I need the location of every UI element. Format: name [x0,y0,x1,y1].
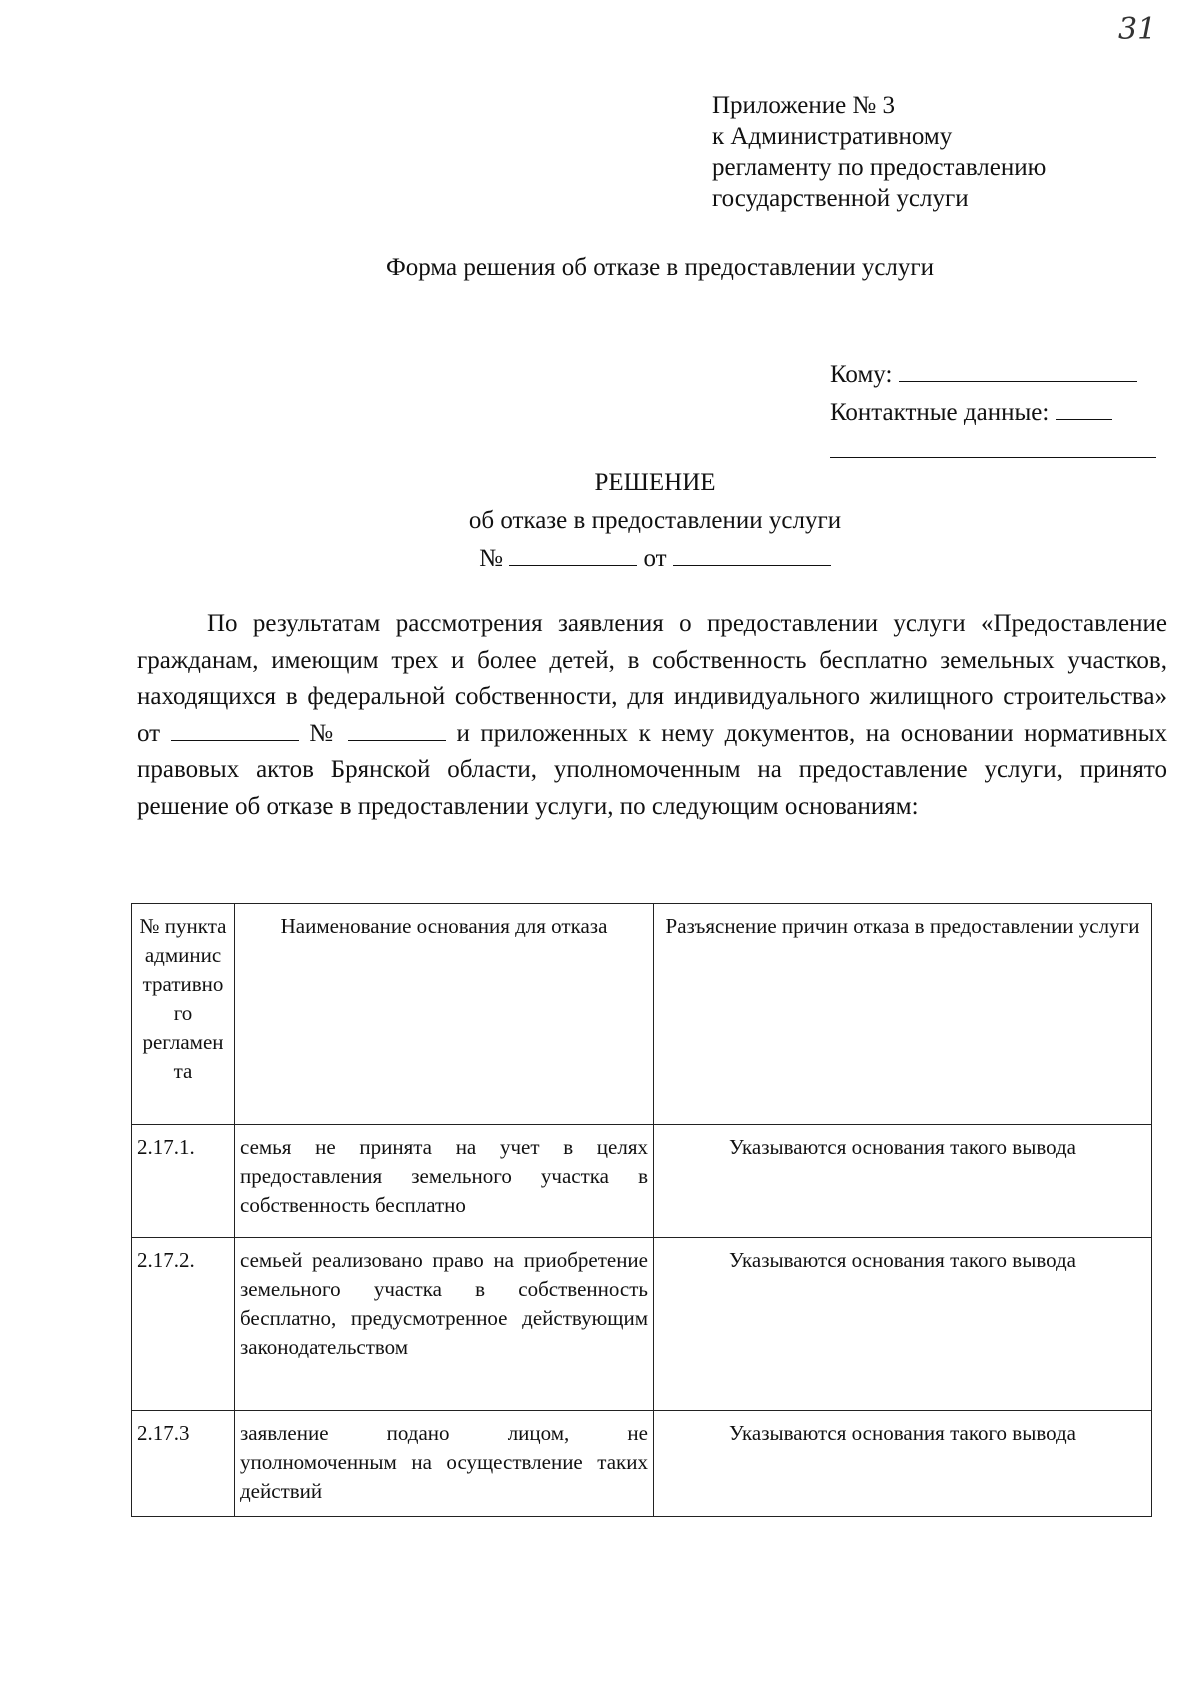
decision-heading [0,464,1200,578]
decision-date-label: от [643,545,667,572]
body-text-part2: и приложенных к нему документов, на основании нормативных правовых актов Брянской области, уполномоченным на предоставление услуги, принято решение об отказе в предоставлении услуги, по следующим основаниям: [137,719,1168,820]
recipient-contacts-row [830,394,1156,432]
application-date-blank[interactable] [171,716,299,741]
row-explanation: Указываются основания такого вывода [654,1125,1152,1238]
recipient-to-row [830,356,1156,394]
row-num: 2.17.2. [132,1238,235,1411]
table-header-row [132,904,1152,1125]
decision-number-date [0,540,1200,578]
row-explanation: Указываются основания такого вывода [654,1238,1152,1411]
application-number-blank[interactable] [348,716,446,741]
row-num: 2.17.3 [132,1411,235,1517]
appendix-line: Приложение № 3 [712,92,896,119]
row-name: семьей реализовано право на приобретение земельного участка в собственность бесплатно, предусмотренное действующим законодательством [235,1238,654,1411]
decision-title: РЕШЕНИЕ [594,469,716,496]
table-row [132,1411,1152,1517]
decision-date-blank[interactable] [673,541,831,566]
recipient-contacts-blank-2[interactable] [830,433,1156,458]
recipient-to-label: Кому: [830,361,893,388]
table-row [132,1238,1152,1411]
table-row [132,1125,1152,1238]
recipient-to-blank[interactable] [899,357,1137,382]
row-name: заявление подано лицом, не уполномоченным на осуществление таких действий [235,1411,654,1517]
header-num: № пункта админис тративно го регламен та [132,904,235,1125]
appendix-line: регламенту по предоставлению [712,154,1047,181]
body-text-part1: По результатам рассмотрения заявления о предоставлении услуги «Предоставление гражданам, имеющим трех и более детей, в собственность бесплатно земельных участков, находящихся в федеральной собственности, для индивидуального жилищного строительства» от [137,610,1167,747]
recipient-contacts-label: Контактные данные: [830,399,1050,426]
form-title: Форма решения об отказе в предоставлении услуги [385,254,935,281]
row-num: 2.17.1. [132,1125,235,1238]
header-name: Наименование основания для отказа [235,904,654,1125]
header-explanation: Разъяснение причин отказа в предоставлении услуги [654,904,1152,1125]
appendix-line: государственной услуги [712,185,969,212]
recipient-block [830,356,1156,470]
refusal-grounds-table [131,903,1152,1517]
body-paragraph [137,606,1167,825]
appendix-line: к Административному [712,123,953,150]
recipient-contacts-blank[interactable] [1056,395,1112,420]
decision-number-blank[interactable] [509,541,637,566]
page-number: 31 [1118,12,1157,47]
row-explanation: Указываются основания такого вывода [654,1411,1152,1517]
row-name: семья не принята на учет в целях предоставления земельного участка в собственность бесплатно [235,1125,654,1238]
decision-subtitle: об отказе в предоставлении услуги [468,507,842,534]
body-number-label: № [309,719,338,747]
decision-number-label: № [479,545,503,572]
appendix-header [712,90,1046,214]
